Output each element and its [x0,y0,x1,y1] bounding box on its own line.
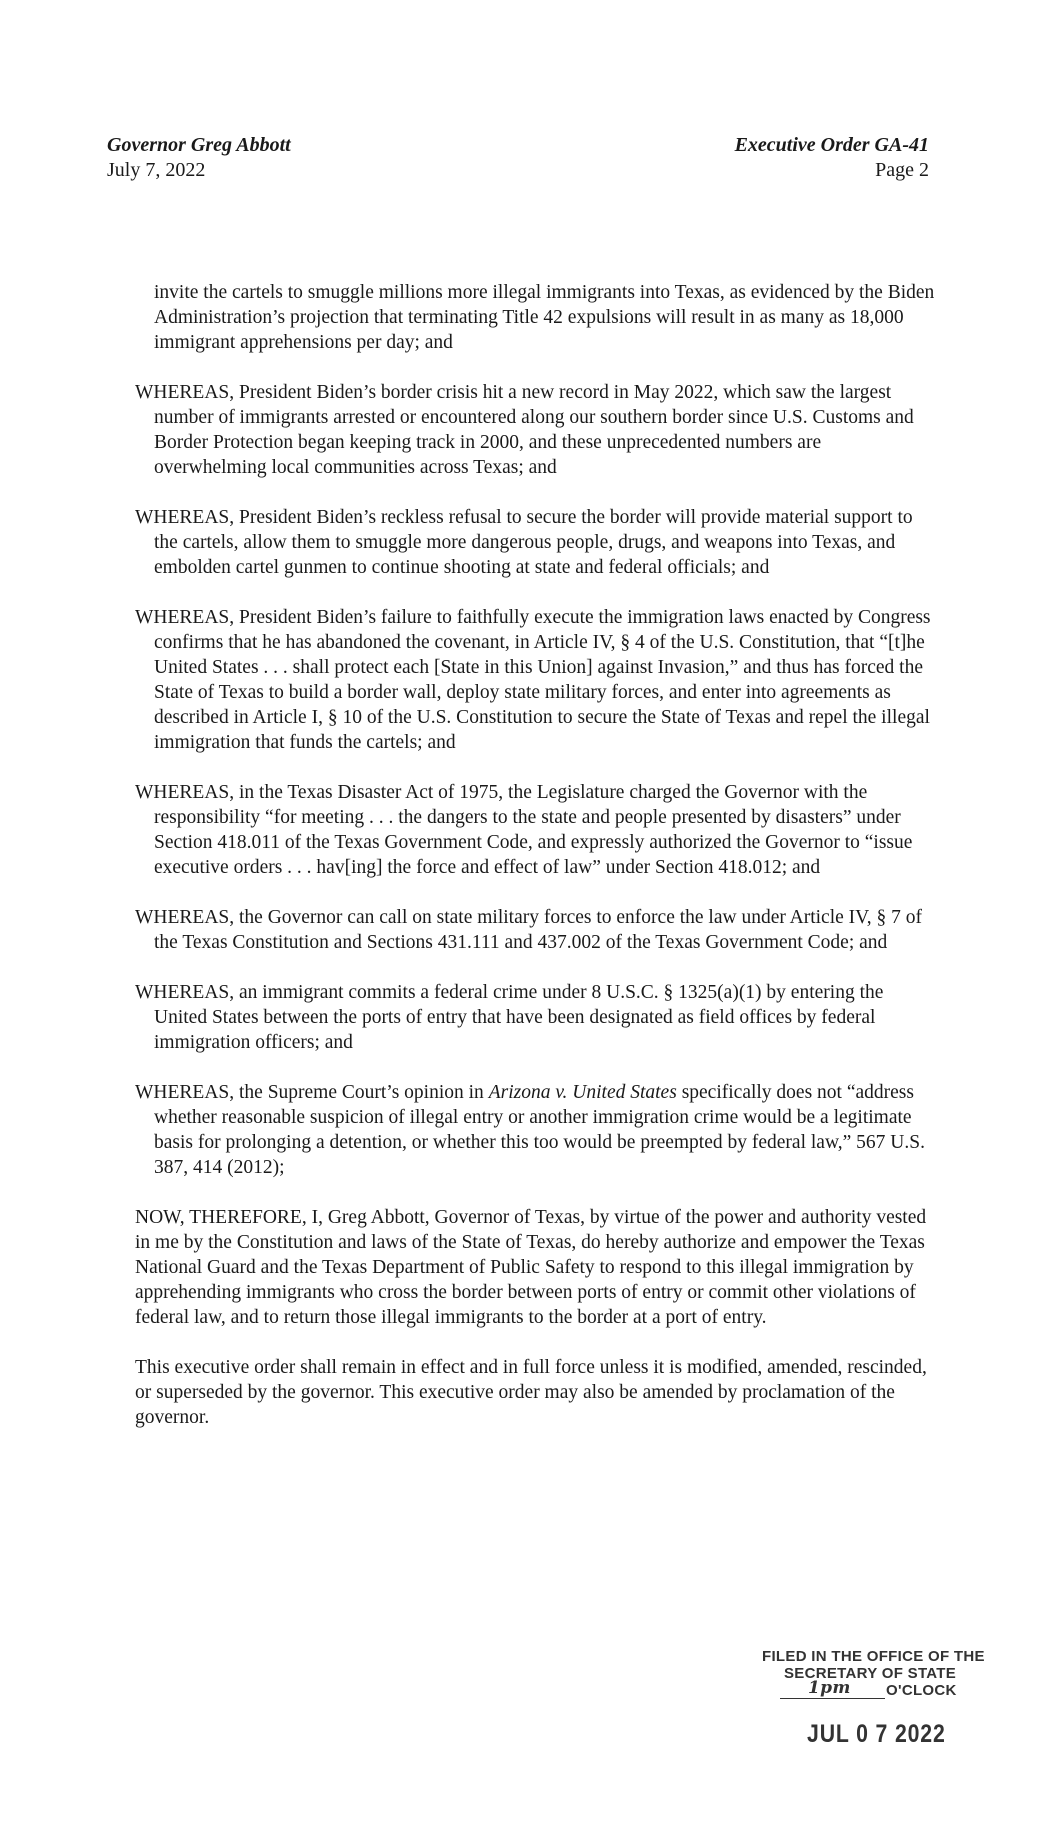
whereas-paragraph: WHEREAS, the Governor can call on state military forces to enforce the law under Article IV, § 7 of the Texas Constitution and Sections 431.111 and 437.002 of the Texas Government Code; and [135,907,922,953]
whereas-paragraph: WHEREAS, President Biden’s reckless refusal to secure the border will provide material support to the cartels, allow them to smuggle more dangerous people, drugs, and weapons into Texas, and embolden cartel gunmen to continue shooting at state and federal officials; and [135,507,913,578]
order-number: Executive Order GA-41 [734,134,929,156]
now-therefore-paragraph: NOW, THEREFORE, I, Greg Abbott, Governor of Texas, by virtue of the power and authority vested in me by the Constitution and laws of the State of Texas, do hereby authorize and empower the Texas National Guard and the Texas Department of Public Safety to respond to this illegal immigration by apprehending immigrants who cross the border between ports of entry or commit other violations of federal law, and to return those illegal immigrants to the border at a port of entry. [135,1207,927,1328]
whereas-paragraph: WHEREAS, in the Texas Disaster Act of 1975, the Legislature charged the Governor with the responsibility “for meeting . . . the dangers to the state and people presented by disasters” under Section 418.011 of the Texas Government Code, and expressly authorized the Governor to “issue executive orders . . . hav[ing] the force and effect of law” under Section 418.012; and [135,782,913,878]
handwritten-time: 1pm [808,1678,851,1698]
governor-name: Governor Greg Abbott [107,134,291,156]
stamp-time-line [762,1678,1012,1702]
filing-stamp [762,1648,1012,1749]
case-citation: Arizona v. United States [488,1082,677,1103]
header-left [107,133,291,183]
page-number: Page 2 [875,159,929,181]
continuation-paragraph: invite the cartels to smuggle millions more illegal immigrants into Texas, as evidenced by the Biden Administration’s projection that terminating Title 42 expulsions will result in as many as 18,000 immigrant apprehensions per day; and [154,282,935,353]
stamp-date: JUL 0 7 2022 [807,1720,946,1748]
text-segment: specifically does not “address whether reasonable suspicion of illegal entry or another immigration crime would be a legitimate basis for prolonging a detention, or whether this too would be preempted by federal law,” 567 U.S. 387, 414 (2012); [154,1082,925,1178]
whereas-paragraph: WHEREAS, President Biden’s failure to faithfully execute the immigration laws enacted by Congress confirms that he has abandoned the covenant, in Article IV, § 4 of the U.S. Constitution, that “[t]he United States . . . shall protect each [State in this Union] against Invasion,” and thus has forced the State of Texas to build a border wall, deploy state military forces, and enter into agreements as described in Article I, § 10 of the U.S. Constitution to secure the State of Texas and repel the illegal immigration that funds the cartels; and [135,607,931,753]
order-date: July 7, 2022 [107,159,206,181]
signature-line [780,1698,885,1699]
header-right [735,133,929,183]
whereas-paragraph: WHEREAS, President Biden’s border crisis hit a new record in May 2022, which saw the largest number of immigrants arrested or encountered along our southern border since U.S. Customs and Border Protection began keeping track in 2000, and these unprecedented numbers are overwhelming local communities across Texas; and [135,382,914,478]
whereas-paragraph: WHEREAS, an immigrant commits a federal crime under 8 U.S.C. § 1325(a)(1) by entering the United States between the ports of entry that have been designated as field offices by federal immigration officers; and [135,982,884,1053]
text-segment: WHEREAS, the Supreme Court’s opinion in [135,1082,489,1103]
stamp-line-1: FILED IN THE OFFICE OF THE [762,1648,985,1665]
order-body [135,280,935,1455]
effect-paragraph: This executive order shall remain in effect and in full force unless it is modified, amended, rescinded, or superseded by the governor. This executive order may also be amended by proclamation of the governor. [135,1357,927,1428]
whereas-paragraph-arizona [135,1080,935,1180]
oclock-label: O'CLOCK [886,1682,957,1699]
stamp-line-2: SECRETARY OF STATE [784,1665,957,1682]
